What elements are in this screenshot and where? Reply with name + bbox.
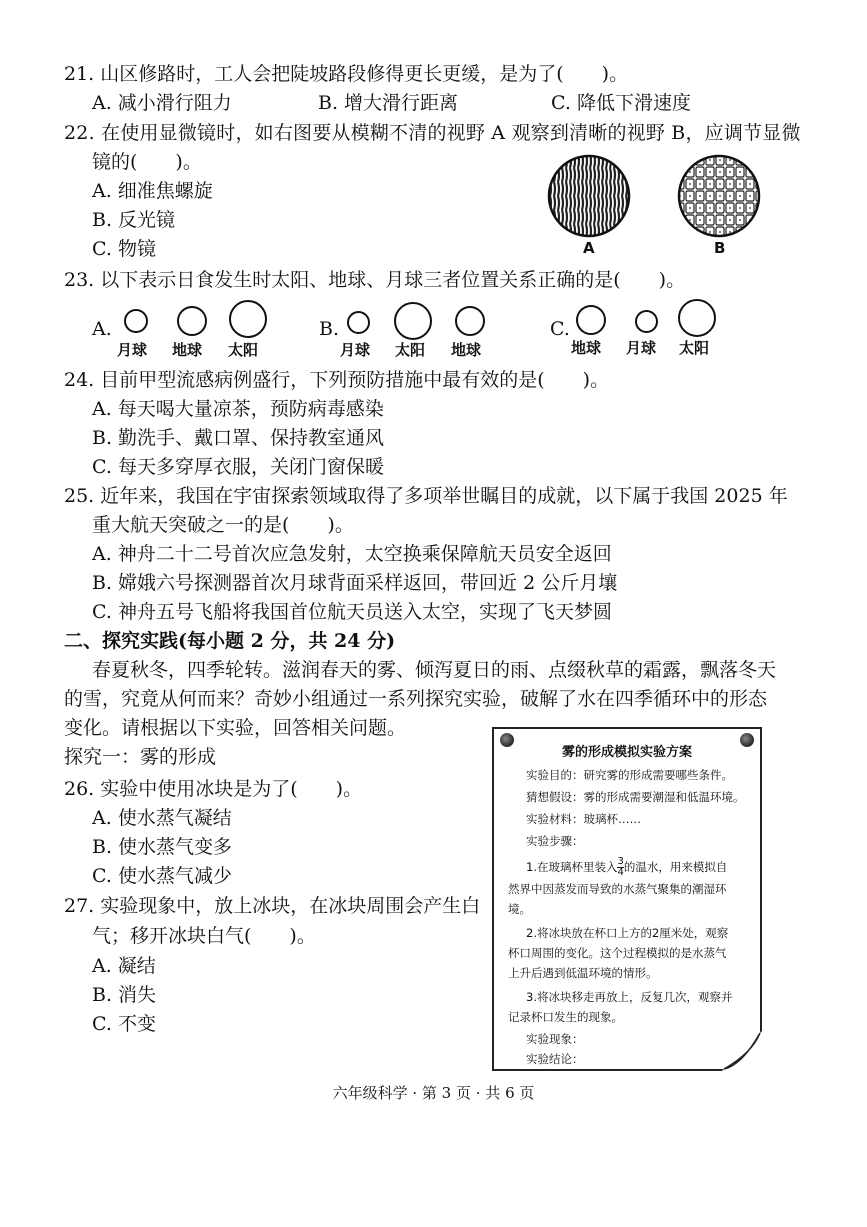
q23-b-label-2: 太阳 xyxy=(395,341,426,359)
q25-stem-line2: 重大航天突破之一的是( )。 xyxy=(92,514,354,536)
view-b-label: B xyxy=(714,239,726,257)
q27-stem-line2: 气；移开冰块白气( )。 xyxy=(92,925,316,947)
fraction-denominator: 4 xyxy=(617,867,624,878)
section-2-intro-line2: 的雪，究竟从何而来？奇妙小组通过一系列探究实验，破解了水在四季循环中的形态 xyxy=(64,688,768,710)
view-a-icon xyxy=(549,156,629,236)
experiment-step2-line2: 杯口周围的变化。这个过程模拟的是水蒸气 xyxy=(508,946,727,960)
q26-option-a[interactable]: A. 使水蒸气凝结 xyxy=(92,807,232,829)
microscope-view-icons xyxy=(545,154,765,264)
q22-option-c[interactable]: C. 物镜 xyxy=(92,238,156,260)
q23-stem: 23. 以下表示日食发生时太阳、地球、月球三者位置关系正确的是( )。 xyxy=(64,269,686,291)
q26-stem: 26. 实验中使用冰块是为了( )。 xyxy=(64,778,363,800)
earth-icon xyxy=(455,306,485,336)
q24-option-c[interactable]: C. 每天多穿厚衣服，关闭门窗保暖 xyxy=(92,456,384,478)
step1-text-post: 的温水，用来模拟自 xyxy=(623,860,728,874)
q23-c-label-1: 地球 xyxy=(571,339,602,357)
section-2-intro-line1: 春夏秋冬，四季轮转。滋润春天的雾、倾泻夏日的雨、点缀秋草的霜露，飘落冬天 xyxy=(92,659,777,681)
sun-icon xyxy=(678,299,716,337)
experiment-step3-line1: 3.将冰块移走再放上，反复几次，观察并 xyxy=(526,990,733,1004)
sun-icon xyxy=(394,302,432,340)
q24-option-a[interactable]: A. 每天喝大量凉茶，预防病毒感染 xyxy=(92,398,384,420)
q22-option-a[interactable]: A. 细准焦螺旋 xyxy=(92,180,213,202)
experiment-step3-line2: 记录杯口发生的现象。 xyxy=(508,1010,623,1024)
explore-1-heading: 探究一：雾的形成 xyxy=(64,746,217,768)
q22-stem-line1: 22. 在使用显微镜时，如右图要从模糊不清的视野 A 观察到清晰的视野 B，应调节显微 xyxy=(64,122,801,144)
experiment-materials: 实验材料：玻璃杯…… xyxy=(526,812,641,826)
q22-stem-line2: 镜的( )。 xyxy=(92,151,202,173)
q23-a-label-3: 太阳 xyxy=(228,341,259,359)
experiment-step2-line3: 上升后遇到低温环境的情形。 xyxy=(508,966,658,980)
step1-text-pre: 1.在玻璃杯里装入 xyxy=(526,860,618,874)
q25-option-b[interactable]: B. 嫦娥六号探测器首次月球背面采样返回，带回近 2 公斤月壤 xyxy=(92,572,618,594)
q24-option-b[interactable]: B. 勤洗手、戴口罩、保持教室通风 xyxy=(92,427,385,449)
page-footer: 六年级科学 · 第 3 页 · 共 6 页 xyxy=(332,1084,535,1102)
q23-option-b-letter: B. xyxy=(319,318,340,340)
q25-stem-line1: 25. 近年来，我国在宇宙探索领域取得了多项举世瞩目的成就，以下属于我国 2025 年 xyxy=(64,485,788,507)
q23-b-label-1: 月球 xyxy=(340,341,371,359)
q27-stem-line1: 27. 实验现象中，放上冰块，在冰块周围会产生白 xyxy=(64,895,481,917)
view-a-label: A xyxy=(583,239,595,257)
q23-c-label-3: 太阳 xyxy=(679,339,710,357)
experiment-step2-line1: 2.将冰块放在杯口上方的2厘米处，观察 xyxy=(526,926,729,940)
q21-stem: 21. 山区修路时，工人会把陡坡路段修得更长更缓，是为了( )。 xyxy=(64,63,629,85)
q23-a-label-1: 月球 xyxy=(117,341,148,359)
earth-icon xyxy=(576,305,606,335)
experiment-purpose: 实验目的：研究雾的形成需要哪些条件。 xyxy=(526,768,733,782)
experiment-plan-title: 雾的形成模拟实验方案 xyxy=(561,745,692,760)
experiment-conclusion: 实验结论： xyxy=(526,1052,584,1066)
experiment-step1-line3: 境。 xyxy=(508,902,531,916)
moon-icon xyxy=(124,309,148,333)
experiment-phenomenon: 实验现象： xyxy=(526,1032,584,1046)
sun-icon xyxy=(229,300,267,338)
experiment-hypothesis: 猜想假设：雾的形成需要潮湿和低温环境。 xyxy=(526,790,745,804)
q21-option-c[interactable]: C. 降低下滑速度 xyxy=(551,92,691,114)
q21-option-b[interactable]: B. 增大滑行距离 xyxy=(318,92,459,114)
q27-option-a[interactable]: A. 凝结 xyxy=(92,955,156,977)
q23-option-c-letter: C. xyxy=(550,318,570,340)
fraction-numerator: 3 xyxy=(617,856,624,867)
q23-c-label-2: 月球 xyxy=(626,339,657,357)
section-2-intro-line3: 变化。请根据以下实验，回答相关问题。 xyxy=(64,717,407,739)
q23-a-label-2: 地球 xyxy=(172,341,203,359)
q26-option-c[interactable]: C. 使水蒸气减少 xyxy=(92,865,232,887)
q26-option-b[interactable]: B. 使水蒸气变多 xyxy=(92,836,233,858)
q22-option-b[interactable]: B. 反光镜 xyxy=(92,209,176,231)
earth-icon xyxy=(177,306,207,336)
curled-corner-icon xyxy=(722,1031,762,1071)
q23-b-label-3: 地球 xyxy=(451,341,482,359)
q27-option-b[interactable]: B. 消失 xyxy=(92,984,157,1006)
q23-option-a-letter: A. xyxy=(92,318,112,340)
microscope-figure xyxy=(545,154,765,264)
experiment-steps-label: 实验步骤： xyxy=(526,834,584,848)
experiment-plan-card xyxy=(492,727,762,1071)
moon-icon xyxy=(347,311,370,334)
experiment-step1-line1 xyxy=(526,857,727,878)
experiment-step1-line2: 然界中因蒸发而导致的水蒸气聚集的潮湿环 xyxy=(508,882,727,896)
view-b-icon xyxy=(679,156,759,236)
section-2-title: 二、探究实践(每小题 2 分，共 24 分) xyxy=(64,630,396,652)
moon-icon xyxy=(635,310,658,333)
q24-stem: 24. 目前甲型流感病例盛行，下列预防措施中最有效的是( )。 xyxy=(64,369,610,391)
q21-option-a[interactable]: A. 减小滑行阻力 xyxy=(92,92,232,114)
q25-option-a[interactable]: A. 神舟二十二号首次应急发射，太空换乘保障航天员安全返回 xyxy=(92,543,612,565)
q27-option-c[interactable]: C. 不变 xyxy=(92,1013,156,1035)
q25-option-c[interactable]: C. 神舟五号飞船将我国首位航天员送入太空，实现了飞天梦圆 xyxy=(92,601,612,623)
